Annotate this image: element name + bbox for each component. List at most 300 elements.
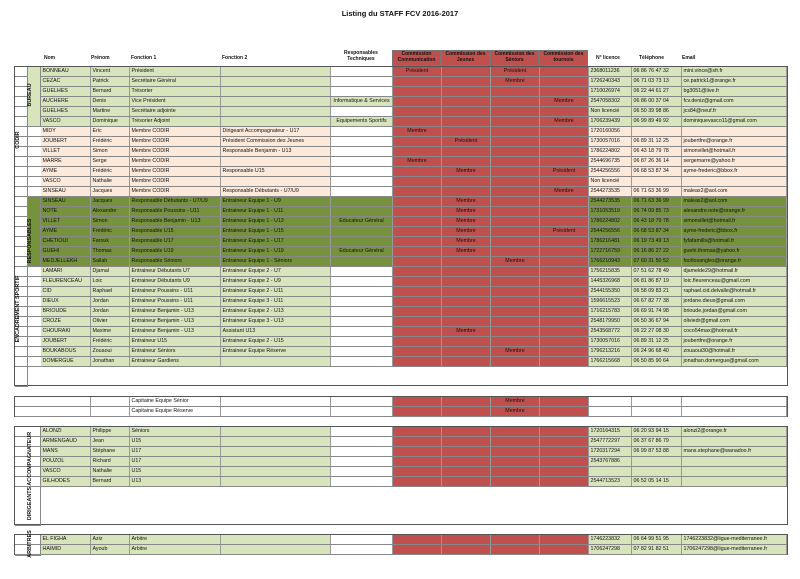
cell-licence: 2547772297	[589, 437, 632, 446]
cell-comm-seniors	[491, 447, 540, 456]
table-row	[15, 67, 787, 77]
cell-telephone: 06 99 89 49 92	[632, 117, 682, 126]
cell-licence: 1746223832	[589, 535, 632, 544]
cell-fonction1: Responsable Benjamin - U13	[130, 217, 221, 226]
group-responsables-label: RESPONSABLES	[27, 218, 33, 264]
cell-comm-jeunes	[442, 147, 491, 156]
section-arbitres	[14, 534, 788, 555]
cell-licence: 1445326968	[589, 277, 632, 286]
cell-email	[682, 397, 787, 406]
cell-responsable: Equipements Sportifs	[331, 117, 393, 126]
cell-comm-tournois	[540, 427, 589, 436]
cell-prenom	[91, 397, 130, 406]
table-row	[15, 457, 787, 467]
cell-comm-seniors	[491, 287, 540, 296]
cell-licence: 1756215835	[589, 267, 632, 276]
cell-comm-seniors	[491, 545, 540, 554]
cell-fonction2	[221, 427, 331, 436]
cell-email: ce.patrick1@orange.fr	[682, 77, 787, 86]
cell-email: joubertfre@orange.fr	[682, 337, 787, 346]
table-row	[15, 147, 787, 157]
cell-comm-tournois	[540, 447, 589, 456]
cell-comm-communication	[393, 147, 442, 156]
cell-prenom: Frédéric	[91, 227, 130, 236]
cell-responsable	[331, 67, 393, 76]
cell-comm-tournois: Membre	[540, 97, 589, 106]
cell-email: jonathan.domergue@gmail.com	[682, 357, 787, 366]
cell-comm-jeunes	[442, 77, 491, 86]
cell-comm-tournois	[540, 307, 589, 316]
cell-licence: 1796213216	[589, 347, 632, 356]
header-fonction1: Fonction 1	[131, 55, 157, 61]
cell-comm-tournois	[540, 127, 589, 136]
table-row	[15, 277, 787, 287]
cell-fonction2: Entraineur Equipe 1 - U17	[221, 237, 331, 246]
cell-prenom: Djamal	[91, 267, 130, 276]
table-row	[15, 207, 787, 217]
cell-fonction1: Responsable Débutants - U7/U9	[130, 197, 221, 206]
cell-comm-seniors	[491, 327, 540, 336]
cell-comm-seniors: Membre	[491, 397, 540, 406]
cell-prenom: Philippe	[91, 427, 130, 436]
cell-responsable	[331, 457, 393, 466]
cell-fonction2	[221, 77, 331, 86]
cell-comm-communication	[393, 347, 442, 356]
cell-nom: AYME	[41, 167, 91, 176]
cell-responsable	[331, 177, 393, 186]
cell-comm-tournois	[540, 177, 589, 186]
cell-licence: 1730057016	[589, 137, 632, 146]
cell-responsable	[331, 87, 393, 96]
cell-comm-communication	[393, 217, 442, 226]
cell-comm-communication	[393, 267, 442, 276]
cell-nom: NOTE	[41, 207, 91, 216]
cell-telephone: 06 87 26 36 14	[632, 157, 682, 166]
cell-prenom: Jonathan	[91, 357, 130, 366]
cell-comm-seniors	[491, 247, 540, 256]
table-row	[15, 137, 787, 147]
cell-email	[682, 437, 787, 446]
cell-prenom: Bernard	[91, 87, 130, 96]
cell-fonction2: Entraineur Equipe 1 - U19	[221, 247, 331, 256]
table-row	[15, 337, 787, 347]
cell-comm-jeunes	[442, 157, 491, 166]
cell-fonction2	[221, 477, 331, 486]
table-row	[15, 107, 787, 117]
cell-fonction2: Entraineur Equipe 1 - Séniors	[221, 257, 331, 266]
cell-comm-seniors	[491, 437, 540, 446]
cell-comm-seniors	[491, 137, 540, 146]
cell-prenom: Frédéric	[91, 337, 130, 346]
cell-responsable	[331, 535, 393, 544]
cell-nom: HAIMID	[41, 545, 91, 554]
cell-comm-communication	[393, 407, 442, 416]
cell-responsable	[331, 447, 393, 456]
group-dirigeants-label: DIRIGEANTS ACCOMPAGNATEUR	[27, 431, 33, 521]
cell-comm-communication	[393, 307, 442, 316]
cell-responsable	[331, 187, 393, 196]
cell-comm-communication	[393, 535, 442, 544]
cell-comm-jeunes	[442, 467, 491, 476]
cell-comm-jeunes	[442, 347, 491, 356]
header-prenom: Prénom	[91, 55, 110, 61]
cell-licence: 2544155350	[589, 287, 632, 296]
page-title: Listing du STAFF FCV 2016-2017	[341, 9, 459, 18]
cell-prenom: Vincent	[91, 67, 130, 76]
cell-email: bg3051@live.fr	[682, 87, 787, 96]
cell-responsable: Educateur Général	[331, 247, 393, 256]
cell-telephone	[632, 467, 682, 476]
table-row	[15, 307, 787, 317]
cell-fonction2	[221, 97, 331, 106]
cell-prenom: Farouk	[91, 237, 130, 246]
cell-comm-communication	[393, 357, 442, 366]
table-row	[15, 357, 787, 367]
cell-fonction1: Secrétaire Général	[130, 77, 221, 86]
cell-email: ayme-frederic@bbox.fr	[682, 167, 787, 176]
cell-comm-communication	[393, 317, 442, 326]
cell-fonction1: Membre CODIR	[130, 137, 221, 146]
cell-prenom: Simon	[91, 147, 130, 156]
cell-prenom: Bernard	[91, 477, 130, 486]
cell-comm-seniors	[491, 157, 540, 166]
cell-fonction2: Assistant U13	[221, 327, 331, 336]
cell-fonction2: Président Commission des Jeunes	[221, 137, 331, 146]
cell-telephone: 06 81 86 87 19	[632, 277, 682, 286]
cell-nom: SINSEAU	[41, 197, 91, 206]
cell-comm-jeunes	[442, 297, 491, 306]
cell-responsable	[331, 207, 393, 216]
cell-email	[682, 477, 787, 486]
cell-fonction1: Responsable U17	[130, 237, 221, 246]
cell-comm-seniors	[491, 217, 540, 226]
cell-licence: 1710026974	[589, 87, 632, 96]
cell-prenom: Patrick	[91, 77, 130, 86]
cell-responsable	[331, 467, 393, 476]
cell-comm-communication	[393, 477, 442, 486]
cell-comm-seniors: Membre	[491, 407, 540, 416]
cell-fonction1: Membre CODIR	[130, 157, 221, 166]
cell-email: guehi.thomas@yahoo.fr	[682, 247, 787, 256]
cell-nom: VASCO	[41, 177, 91, 186]
cell-comm-tournois	[540, 197, 589, 206]
cell-comm-seniors	[491, 357, 540, 366]
cell-nom: JOUBERT	[41, 137, 91, 146]
cell-licence: 2543767886	[589, 457, 632, 466]
cell-comm-communication	[393, 137, 442, 146]
cell-comm-communication	[393, 197, 442, 206]
cell-comm-communication	[393, 247, 442, 256]
cell-email: maleax2@aol.com	[682, 197, 787, 206]
group-encadrement-label: ENCADREMENT SPORTIF	[15, 275, 21, 343]
cell-fonction2	[221, 535, 331, 544]
cell-fonction2: Entraineur Equipe 3 - U11	[221, 297, 331, 306]
cell-nom: BOUKABOUS	[41, 347, 91, 356]
cell-fonction2: Responsable Débutants - U7/U9	[221, 187, 331, 196]
cell-comm-jeunes	[442, 67, 491, 76]
cell-fonction2	[221, 357, 331, 366]
header-licence: N° licence	[596, 55, 620, 61]
cell-comm-tournois	[540, 237, 589, 246]
cell-telephone: 06 50 36 67 94	[632, 317, 682, 326]
cell-responsable	[331, 545, 393, 554]
cell-nom: VILLET	[41, 147, 91, 156]
cell-responsable	[331, 297, 393, 306]
cell-email: fyfafamills@hotmail.fr	[682, 237, 787, 246]
cell-responsable	[331, 237, 393, 246]
cell-prenom: Jacques	[91, 187, 130, 196]
cell-comm-tournois: Président	[540, 167, 589, 176]
cell-prenom: Ayoub	[91, 545, 130, 554]
cell-fonction2: Entraineur Equipe 1 - U11	[221, 207, 331, 216]
cell-comm-jeunes	[442, 437, 491, 446]
cell-prenom: Zouaoui	[91, 347, 130, 356]
cell-fonction1: U13	[130, 477, 221, 486]
cell-nom: MARRE	[41, 157, 91, 166]
cell-nom: GUELHES	[41, 87, 91, 96]
cell-comm-tournois	[540, 407, 589, 416]
cell-fonction1: Entraineur Séniors	[130, 347, 221, 356]
cell-comm-jeunes	[442, 97, 491, 106]
column-headers	[0, 50, 800, 66]
cell-responsable	[331, 277, 393, 286]
cell-prenom: Frédéric	[91, 137, 130, 146]
cell-telephone: 06 99 87 53 88	[632, 447, 682, 456]
cell-comm-jeunes	[442, 117, 491, 126]
cell-telephone: 06 22 44 61 27	[632, 87, 682, 96]
cell-fonction2: Entraineur Equipe 2 - U9	[221, 277, 331, 286]
cell-licence: 2368011236	[589, 67, 632, 76]
cell-comm-communication	[393, 257, 442, 266]
cell-telephone: 06 71 63 36 99	[632, 197, 682, 206]
header-responsables: Responsables Techniques	[344, 50, 378, 62]
cell-fonction2: Entraineur Equipe 2 - U7	[221, 267, 331, 276]
cell-comm-communication	[393, 545, 442, 554]
header-comm-tournois: Commission des tournois	[539, 50, 588, 66]
cell-licence: 2543568772	[589, 327, 632, 336]
cell-licence: 1706247298	[589, 545, 632, 554]
section-capitaines	[14, 396, 788, 417]
cell-licence: Non licencié	[589, 177, 632, 186]
cell-email: joubertfre@orange.fr	[682, 137, 787, 146]
cell-licence: 2544273535	[589, 197, 632, 206]
header-comm-communication: Commission Communication	[392, 50, 441, 66]
cell-fonction2: Entraineur Equipe Réserve	[221, 347, 331, 356]
cell-telephone: 06 50 85 90 64	[632, 357, 682, 366]
cell-comm-tournois	[540, 107, 589, 116]
cell-responsable	[331, 127, 393, 136]
cell-prenom: Eric	[91, 127, 130, 136]
cell-comm-tournois	[540, 457, 589, 466]
cell-fonction1: Entraineur Débutants U7	[130, 267, 221, 276]
cell-comm-seniors	[491, 297, 540, 306]
cell-fonction1: U17	[130, 447, 221, 456]
cell-fonction2	[221, 67, 331, 76]
cell-telephone: 06 86 00 37 04	[632, 97, 682, 106]
cell-email	[682, 127, 787, 136]
cell-nom: DIEUX	[41, 297, 91, 306]
header-comm-seniors: Commission des Séniors	[490, 50, 539, 66]
cell-comm-seniors	[491, 467, 540, 476]
cell-responsable	[331, 257, 393, 266]
cell-comm-tournois: Membre	[540, 117, 589, 126]
cell-comm-seniors	[491, 307, 540, 316]
cell-responsable: Informatique & Services	[331, 97, 393, 106]
cell-licence: 1730057016	[589, 337, 632, 346]
cell-responsable	[331, 307, 393, 316]
cell-comm-seniors	[491, 535, 540, 544]
cell-comm-jeunes	[442, 287, 491, 296]
cell-comm-communication	[393, 287, 442, 296]
cell-nom: ALONZI	[41, 427, 91, 436]
cell-fonction1: Arbitre	[130, 545, 221, 554]
cell-email: mans.stephane@wanadoo.fr	[682, 447, 787, 456]
cell-fonction1: U15	[130, 437, 221, 446]
cell-prenom: Richard	[91, 457, 130, 466]
table-row	[15, 197, 787, 207]
cell-comm-seniors	[491, 97, 540, 106]
cell-comm-jeunes	[442, 477, 491, 486]
table-row	[15, 77, 787, 87]
cell-licence: 1726240343	[589, 77, 632, 86]
cell-comm-seniors	[491, 237, 540, 246]
cell-fonction2	[221, 107, 331, 116]
cell-nom: CHOURAKI	[41, 327, 91, 336]
cell-email: alonzi2@orange.fr	[682, 427, 787, 436]
cell-telephone: 06 52 05 14 15	[632, 477, 682, 486]
cell-comm-seniors: Président	[491, 67, 540, 76]
cell-fonction2: Responsable Benjamin - U13	[221, 147, 331, 156]
cell-telephone: 07 82 91 82 51	[632, 545, 682, 554]
cell-prenom	[91, 407, 130, 416]
cell-comm-communication	[393, 117, 442, 126]
cell-prenom: Sallah	[91, 257, 130, 266]
cell-licence: Non licencié	[589, 107, 632, 116]
table-row	[15, 87, 787, 97]
cell-nom: BONNEAU	[41, 67, 91, 76]
cell-comm-tournois: Président	[540, 227, 589, 236]
cell-email: maleax2@aol.com	[682, 187, 787, 196]
cell-email: dominiquevasco11@gmail.com	[682, 117, 787, 126]
cell-telephone: 06 89 31 12 25	[632, 137, 682, 146]
cell-responsable: Educateur Général	[331, 217, 393, 226]
group-codir-label: CODIR	[15, 131, 21, 149]
cell-comm-communication	[393, 327, 442, 336]
cell-responsable	[331, 107, 393, 116]
cell-telephone: 06 58 09 83 21	[632, 287, 682, 296]
cell-comm-seniors: Membre	[491, 347, 540, 356]
cell-nom: LAMARI	[41, 267, 91, 276]
cell-telephone: 06 50 39 98 86	[632, 107, 682, 116]
cell-fonction1: Entraineur Benjamin - U13	[130, 327, 221, 336]
cell-fonction2: Entraineur Equipe 1 - U13	[221, 217, 331, 226]
table-row	[15, 447, 787, 457]
cell-nom: CROZE	[41, 317, 91, 326]
table-row	[15, 247, 787, 257]
cell-telephone: 06 74 09 85 73	[632, 207, 682, 216]
cell-comm-seniors	[491, 227, 540, 236]
cell-fonction2: Responsable U15	[221, 167, 331, 176]
cell-fonction1: Entraineur Poussins - U11	[130, 287, 221, 296]
cell-fonction1: Entraineur U15	[130, 337, 221, 346]
cell-comm-tournois	[540, 477, 589, 486]
cell-comm-jeunes	[442, 257, 491, 266]
cell-fonction1: Entraineur Benjamin - U13	[130, 307, 221, 316]
cell-email: jordane.dieux@gmail.com	[682, 297, 787, 306]
cell-nom: ARMENGAUD	[41, 437, 91, 446]
cell-comm-tournois	[540, 327, 589, 336]
cell-nom: POUZOL	[41, 457, 91, 466]
cell-comm-tournois	[540, 535, 589, 544]
cell-fonction2	[221, 117, 331, 126]
cell-telephone: 06 64 99 51 95	[632, 535, 682, 544]
cell-nom: VILLET	[41, 217, 91, 226]
cell-comm-communication	[393, 337, 442, 346]
cell-comm-jeunes: Membre	[442, 327, 491, 336]
cell-comm-tournois	[540, 257, 589, 266]
cell-comm-communication	[393, 107, 442, 116]
cell-telephone: 06 24 96 68 40	[632, 347, 682, 356]
cell-comm-communication	[393, 227, 442, 236]
header-fonction2: Fonction 2	[222, 55, 248, 61]
cell-comm-seniors	[491, 277, 540, 286]
cell-comm-jeunes	[442, 307, 491, 316]
cell-comm-jeunes	[442, 407, 491, 416]
cell-comm-seniors	[491, 457, 540, 466]
cell-prenom: Dominique	[91, 117, 130, 126]
cell-comm-seniors	[491, 147, 540, 156]
cell-nom: MIDY	[41, 127, 91, 136]
cell-comm-tournois	[540, 77, 589, 86]
cell-comm-jeunes	[442, 447, 491, 456]
cell-comm-tournois	[540, 137, 589, 146]
cell-comm-jeunes	[442, 337, 491, 346]
cell-comm-communication	[393, 207, 442, 216]
cell-comm-seniors	[491, 177, 540, 186]
cell-comm-tournois	[540, 267, 589, 276]
cell-fonction1: Séniors	[130, 427, 221, 436]
cell-fonction1: Capitaine Equipe Réserve	[130, 407, 221, 416]
cell-comm-tournois	[540, 147, 589, 156]
cell-licence: 1766210943	[589, 257, 632, 266]
cell-comm-tournois	[540, 277, 589, 286]
cell-prenom: Martine	[91, 107, 130, 116]
cell-licence: 2547058302	[589, 97, 632, 106]
header-telephone: Téléphone	[639, 55, 665, 61]
cell-nom: GUEHI	[41, 247, 91, 256]
cell-comm-communication	[393, 447, 442, 456]
cell-comm-jeunes: Membre	[442, 237, 491, 246]
cell-licence: 2544696735	[589, 157, 632, 166]
group-bureau-label: BUREAU	[27, 83, 33, 107]
cell-nom: AUCHERE	[41, 97, 91, 106]
cell-email: 1706247298@ligue-mediterranee.fr	[682, 545, 787, 554]
cell-telephone: 06 37 67 86 79	[632, 437, 682, 446]
cell-comm-seniors	[491, 117, 540, 126]
cell-fonction1: Responsable Poussins - U11	[130, 207, 221, 216]
cell-nom: FLEURENCEAU	[41, 277, 91, 286]
cell-comm-jeunes	[442, 277, 491, 286]
cell-email	[682, 457, 787, 466]
cell-prenom: Nathalie	[91, 467, 130, 476]
cell-comm-tournois	[540, 87, 589, 96]
cell-comm-seniors	[491, 337, 540, 346]
table-row	[15, 257, 787, 267]
cell-comm-communication	[393, 297, 442, 306]
cell-nom: VASCO	[41, 467, 91, 476]
cell-licence: 1786224802	[589, 217, 632, 226]
cell-comm-communication	[393, 427, 442, 436]
